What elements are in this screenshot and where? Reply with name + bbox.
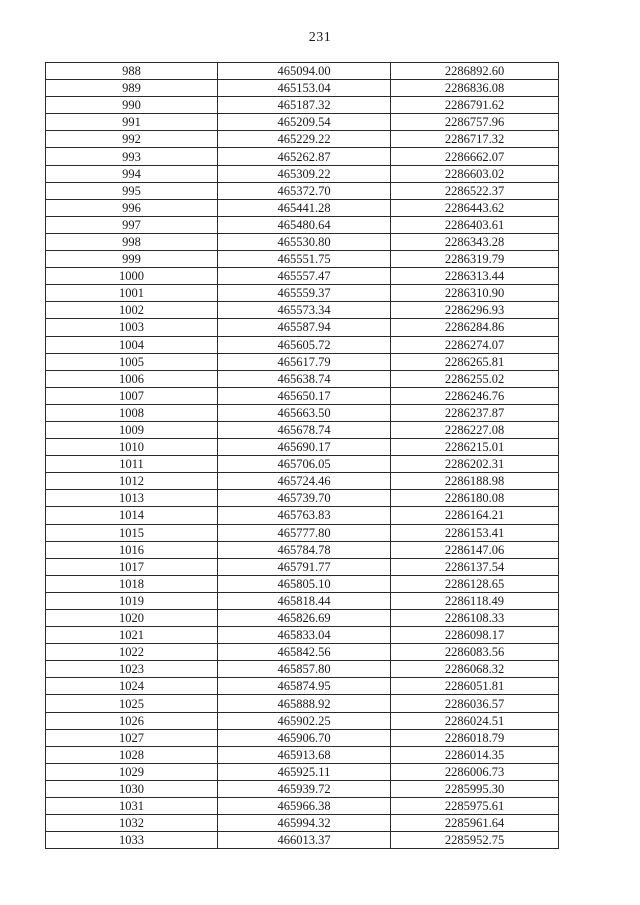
x-coordinate-cell: 465833.04 [218, 627, 391, 644]
x-coordinate-cell: 465559.37 [218, 285, 391, 302]
point-number-cell: 993 [46, 148, 218, 165]
x-coordinate-cell: 465187.32 [218, 97, 391, 114]
y-coordinate-cell: 2286051.81 [391, 678, 559, 695]
x-coordinate-cell: 465209.54 [218, 114, 391, 131]
point-number-cell: 1022 [46, 644, 218, 661]
y-coordinate-cell: 2286274.07 [391, 336, 559, 353]
point-number-cell: 1021 [46, 627, 218, 644]
table-row [46, 216, 559, 233]
table-row [46, 661, 559, 678]
x-coordinate-cell: 465906.70 [218, 729, 391, 746]
table-row [46, 712, 559, 729]
x-coordinate-cell: 465826.69 [218, 610, 391, 627]
point-number-cell: 1000 [46, 268, 218, 285]
point-number-cell: 1013 [46, 490, 218, 507]
x-coordinate-cell: 465663.50 [218, 404, 391, 421]
table-row [46, 114, 559, 131]
x-coordinate-cell: 465094.00 [218, 63, 391, 80]
point-number-cell: 1002 [46, 302, 218, 319]
y-coordinate-cell: 2286443.62 [391, 199, 559, 216]
x-coordinate-cell: 465939.72 [218, 780, 391, 797]
y-coordinate-cell: 2286227.08 [391, 421, 559, 438]
y-coordinate-cell: 2286036.57 [391, 695, 559, 712]
x-coordinate-cell: 465650.17 [218, 387, 391, 404]
table-row [46, 233, 559, 250]
table-row [46, 370, 559, 387]
point-number-cell: 994 [46, 165, 218, 182]
table-row [46, 575, 559, 592]
table-row [46, 387, 559, 404]
y-coordinate-cell: 2286118.49 [391, 592, 559, 609]
point-number-cell: 998 [46, 233, 218, 250]
table-row [46, 798, 559, 815]
x-coordinate-cell: 465763.83 [218, 507, 391, 524]
point-number-cell: 991 [46, 114, 218, 131]
y-coordinate-cell: 2286892.60 [391, 63, 559, 80]
point-number-cell: 1006 [46, 370, 218, 387]
table-row [46, 353, 559, 370]
point-number-cell: 1009 [46, 421, 218, 438]
x-coordinate-cell: 465441.28 [218, 199, 391, 216]
table-row [46, 780, 559, 797]
coordinates-table [45, 62, 559, 849]
table-row [46, 678, 559, 695]
y-coordinate-cell: 2286717.32 [391, 131, 559, 148]
point-number-cell: 1032 [46, 815, 218, 832]
point-number-cell: 1030 [46, 780, 218, 797]
point-number-cell: 1007 [46, 387, 218, 404]
page-number: 231 [308, 30, 332, 45]
y-coordinate-cell: 2286255.02 [391, 370, 559, 387]
point-number-cell: 996 [46, 199, 218, 216]
x-coordinate-cell: 466013.37 [218, 832, 391, 849]
point-number-cell: 1017 [46, 558, 218, 575]
y-coordinate-cell: 2286098.17 [391, 627, 559, 644]
x-coordinate-cell: 465966.38 [218, 798, 391, 815]
y-coordinate-cell: 2286137.54 [391, 558, 559, 575]
table-row [46, 490, 559, 507]
point-number-cell: 1033 [46, 832, 218, 849]
y-coordinate-cell: 2285975.61 [391, 798, 559, 815]
point-number-cell: 1001 [46, 285, 218, 302]
table-row [46, 268, 559, 285]
point-number-cell: 1028 [46, 746, 218, 763]
y-coordinate-cell: 2286018.79 [391, 729, 559, 746]
point-number-cell: 1011 [46, 456, 218, 473]
y-coordinate-cell: 2285952.75 [391, 832, 559, 849]
point-number-cell: 1023 [46, 661, 218, 678]
table-row [46, 63, 559, 80]
table-row [46, 627, 559, 644]
x-coordinate-cell: 465229.22 [218, 131, 391, 148]
table-row [46, 746, 559, 763]
table-row [46, 148, 559, 165]
y-coordinate-cell: 2286164.21 [391, 507, 559, 524]
table-row [46, 336, 559, 353]
y-coordinate-cell: 2286246.76 [391, 387, 559, 404]
table-row [46, 541, 559, 558]
point-number-cell: 1027 [46, 729, 218, 746]
y-coordinate-cell: 2286237.87 [391, 404, 559, 421]
y-coordinate-cell: 2286006.73 [391, 763, 559, 780]
y-coordinate-cell: 2286108.33 [391, 610, 559, 627]
table-row [46, 302, 559, 319]
x-coordinate-cell: 465994.32 [218, 815, 391, 832]
y-coordinate-cell: 2286202.31 [391, 456, 559, 473]
table-row [46, 285, 559, 302]
point-number-cell: 990 [46, 97, 218, 114]
x-coordinate-cell: 465874.95 [218, 678, 391, 695]
y-coordinate-cell: 2286284.86 [391, 319, 559, 336]
table-row [46, 80, 559, 97]
table-row [46, 319, 559, 336]
x-coordinate-cell: 465805.10 [218, 575, 391, 592]
y-coordinate-cell: 2286215.01 [391, 439, 559, 456]
point-number-cell: 1014 [46, 507, 218, 524]
point-number-cell: 1015 [46, 524, 218, 541]
x-coordinate-cell: 465724.46 [218, 473, 391, 490]
y-coordinate-cell: 2286757.96 [391, 114, 559, 131]
y-coordinate-cell: 2286836.08 [391, 80, 559, 97]
point-number-cell: 1003 [46, 319, 218, 336]
x-coordinate-cell: 465551.75 [218, 251, 391, 268]
table-row [46, 165, 559, 182]
y-coordinate-cell: 2286522.37 [391, 182, 559, 199]
y-coordinate-cell: 2285961.64 [391, 815, 559, 832]
point-number-cell: 1029 [46, 763, 218, 780]
table-row [46, 832, 559, 849]
x-coordinate-cell: 465706.05 [218, 456, 391, 473]
y-coordinate-cell: 2286296.93 [391, 302, 559, 319]
y-coordinate-cell: 2286083.56 [391, 644, 559, 661]
y-coordinate-cell: 2286128.65 [391, 575, 559, 592]
x-coordinate-cell: 465638.74 [218, 370, 391, 387]
table-row [46, 558, 559, 575]
point-number-cell: 1026 [46, 712, 218, 729]
x-coordinate-cell: 465818.44 [218, 592, 391, 609]
y-coordinate-cell: 2286313.44 [391, 268, 559, 285]
x-coordinate-cell: 465617.79 [218, 353, 391, 370]
point-number-cell: 1031 [46, 798, 218, 815]
x-coordinate-cell: 465739.70 [218, 490, 391, 507]
table-row [46, 644, 559, 661]
point-number-cell: 1020 [46, 610, 218, 627]
point-number-cell: 1024 [46, 678, 218, 695]
table-row [46, 251, 559, 268]
table-row [46, 592, 559, 609]
point-number-cell: 988 [46, 63, 218, 80]
y-coordinate-cell: 2286791.62 [391, 97, 559, 114]
point-number-cell: 1016 [46, 541, 218, 558]
x-coordinate-cell: 465587.94 [218, 319, 391, 336]
y-coordinate-cell: 2286147.06 [391, 541, 559, 558]
y-coordinate-cell: 2286310.90 [391, 285, 559, 302]
table-row [46, 524, 559, 541]
x-coordinate-cell: 465605.72 [218, 336, 391, 353]
y-coordinate-cell: 2286265.81 [391, 353, 559, 370]
x-coordinate-cell: 465309.22 [218, 165, 391, 182]
table-row [46, 97, 559, 114]
point-number-cell: 1008 [46, 404, 218, 421]
y-coordinate-cell: 2286068.32 [391, 661, 559, 678]
point-number-cell: 1019 [46, 592, 218, 609]
x-coordinate-cell: 465678.74 [218, 421, 391, 438]
x-coordinate-cell: 465690.17 [218, 439, 391, 456]
table-row [46, 507, 559, 524]
table-row [46, 610, 559, 627]
table-row [46, 473, 559, 490]
x-coordinate-cell: 465888.92 [218, 695, 391, 712]
y-coordinate-cell: 2286188.98 [391, 473, 559, 490]
point-number-cell: 1025 [46, 695, 218, 712]
x-coordinate-cell: 465530.80 [218, 233, 391, 250]
table-row [46, 695, 559, 712]
point-number-cell: 1004 [46, 336, 218, 353]
y-coordinate-cell: 2286153.41 [391, 524, 559, 541]
table-row [46, 421, 559, 438]
x-coordinate-cell: 465784.78 [218, 541, 391, 558]
x-coordinate-cell: 465842.56 [218, 644, 391, 661]
point-number-cell: 997 [46, 216, 218, 233]
point-number-cell: 1012 [46, 473, 218, 490]
x-coordinate-cell: 465791.77 [218, 558, 391, 575]
y-coordinate-cell: 2286603.02 [391, 165, 559, 182]
table-row [46, 729, 559, 746]
table-row [46, 815, 559, 832]
table-row [46, 763, 559, 780]
y-coordinate-cell: 2286319.79 [391, 251, 559, 268]
table-row [46, 131, 559, 148]
y-coordinate-cell: 2286014.35 [391, 746, 559, 763]
x-coordinate-cell: 465777.80 [218, 524, 391, 541]
y-coordinate-cell: 2286180.08 [391, 490, 559, 507]
point-number-cell: 1005 [46, 353, 218, 370]
x-coordinate-cell: 465902.25 [218, 712, 391, 729]
point-number-cell: 1018 [46, 575, 218, 592]
x-coordinate-cell: 465153.04 [218, 80, 391, 97]
table-row [46, 199, 559, 216]
x-coordinate-cell: 465913.68 [218, 746, 391, 763]
x-coordinate-cell: 465573.34 [218, 302, 391, 319]
x-coordinate-cell: 465857.80 [218, 661, 391, 678]
point-number-cell: 995 [46, 182, 218, 199]
point-number-cell: 989 [46, 80, 218, 97]
x-coordinate-cell: 465480.64 [218, 216, 391, 233]
y-coordinate-cell: 2286403.61 [391, 216, 559, 233]
x-coordinate-cell: 465557.47 [218, 268, 391, 285]
x-coordinate-cell: 465925.11 [218, 763, 391, 780]
y-coordinate-cell: 2286662.07 [391, 148, 559, 165]
y-coordinate-cell: 2286343.28 [391, 233, 559, 250]
x-coordinate-cell: 465372.70 [218, 182, 391, 199]
point-number-cell: 1010 [46, 439, 218, 456]
table-row [46, 404, 559, 421]
y-coordinate-cell: 2286024.51 [391, 712, 559, 729]
y-coordinate-cell: 2285995.30 [391, 780, 559, 797]
table-row [46, 456, 559, 473]
table-row [46, 439, 559, 456]
coordinates-table-body [46, 63, 559, 849]
x-coordinate-cell: 465262.87 [218, 148, 391, 165]
table-row [46, 182, 559, 199]
point-number-cell: 992 [46, 131, 218, 148]
point-number-cell: 999 [46, 251, 218, 268]
